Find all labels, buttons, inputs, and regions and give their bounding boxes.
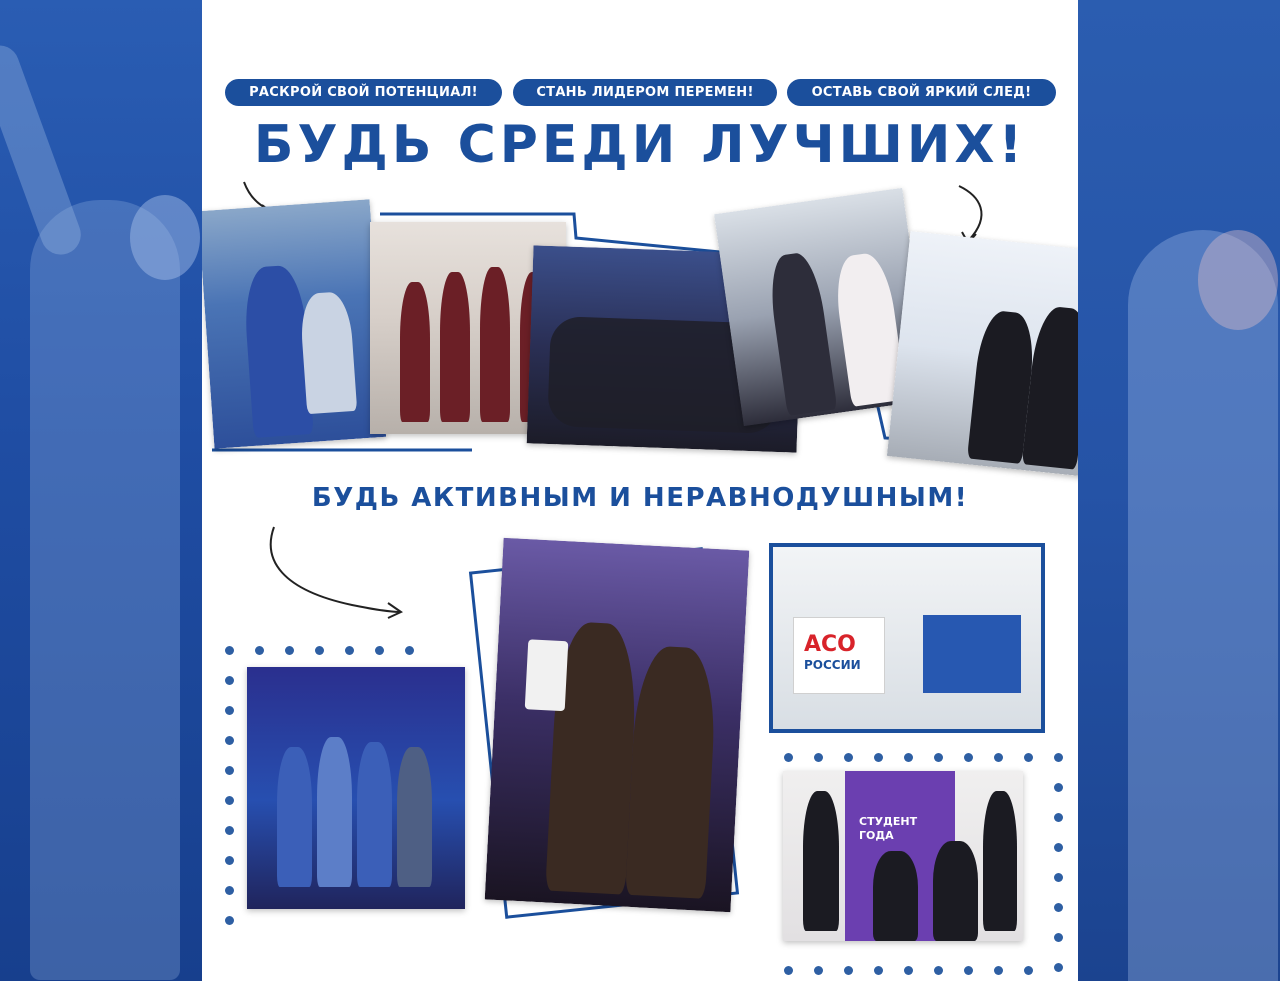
decorative-dot [225, 796, 234, 805]
left-performer-silhouette [30, 200, 180, 980]
decorative-dot [1054, 903, 1063, 912]
decorative-dot [1024, 966, 1033, 975]
decorative-dot [225, 766, 234, 775]
student-of-year-banner: СТУДЕНТ ГОДА [845, 771, 955, 941]
aso-flag: АСО РОССИИ [793, 617, 885, 694]
right-background-panel [1078, 0, 1280, 981]
decorative-dot [225, 646, 234, 655]
decorative-dot [844, 966, 853, 975]
decorative-dot [225, 736, 234, 745]
decorative-dot [874, 753, 883, 762]
decorative-dot [904, 966, 913, 975]
right-performer-head [1198, 230, 1278, 330]
decorative-dot [844, 753, 853, 762]
decorative-dot [225, 916, 234, 925]
decorative-dot [784, 753, 793, 762]
decorative-dot [964, 753, 973, 762]
decorative-dot [225, 826, 234, 835]
decorative-dot [405, 646, 414, 655]
decorative-dot [994, 966, 1003, 975]
decorative-dot [934, 966, 943, 975]
decorative-dot [225, 676, 234, 685]
photo-award-ceremony [485, 538, 750, 912]
decorative-dot [345, 646, 354, 655]
decorative-dot [225, 856, 234, 865]
decorative-dot [1054, 843, 1063, 852]
decorative-dot [994, 753, 1003, 762]
decorative-dot [1054, 813, 1063, 822]
headline: БУДЬ СРЕДИ ЛУЧШИХ! [253, 115, 1027, 175]
decorative-dot [1054, 753, 1063, 762]
left-performer-head [130, 195, 200, 280]
decorative-dot [255, 646, 264, 655]
poster-center-panel [202, 0, 1078, 981]
left-performer-arm [0, 40, 86, 260]
decorative-dot [814, 753, 823, 762]
decorative-dot [285, 646, 294, 655]
left-background-panel [0, 0, 202, 981]
collage-photo-students-blue [202, 199, 386, 448]
pill-unlock-potential: РАСКРОЙ СВОЙ ПОТЕНЦИАЛ! [225, 79, 502, 106]
photo-student-of-the-year [783, 771, 1023, 941]
decorative-dot [1054, 783, 1063, 792]
decorative-dot [934, 753, 943, 762]
decorative-dot [225, 886, 234, 895]
collage-photo-technical-sign [887, 231, 1078, 481]
decorative-dot [904, 753, 913, 762]
subheadline: БУДЬ АКТИВНЫМ И НЕРАВНОДУШНЫМ! [311, 483, 969, 513]
decorative-dot [315, 646, 324, 655]
right-performer-silhouette [1128, 230, 1278, 981]
decorative-dot [1024, 753, 1033, 762]
decorative-dot [1054, 963, 1063, 972]
photo-aso-russia-ice-rink [773, 547, 1041, 729]
decorative-dot [1054, 933, 1063, 942]
decorative-dot [784, 966, 793, 975]
club-flag [923, 615, 1021, 693]
decorative-dot [814, 966, 823, 975]
pill-leave-mark: ОСТАВЬ СВОЙ ЯРКИЙ СЛЕД! [787, 79, 1056, 106]
photo-student-spring-festival [247, 667, 465, 909]
decorative-dot [1054, 873, 1063, 882]
pill-become-leader: СТАНЬ ЛИДЕРОМ ПЕРЕМЕН! [513, 79, 777, 106]
decorative-dot [874, 966, 883, 975]
decorative-dot [375, 646, 384, 655]
decorative-dot [225, 706, 234, 715]
decorative-dot [964, 966, 973, 975]
